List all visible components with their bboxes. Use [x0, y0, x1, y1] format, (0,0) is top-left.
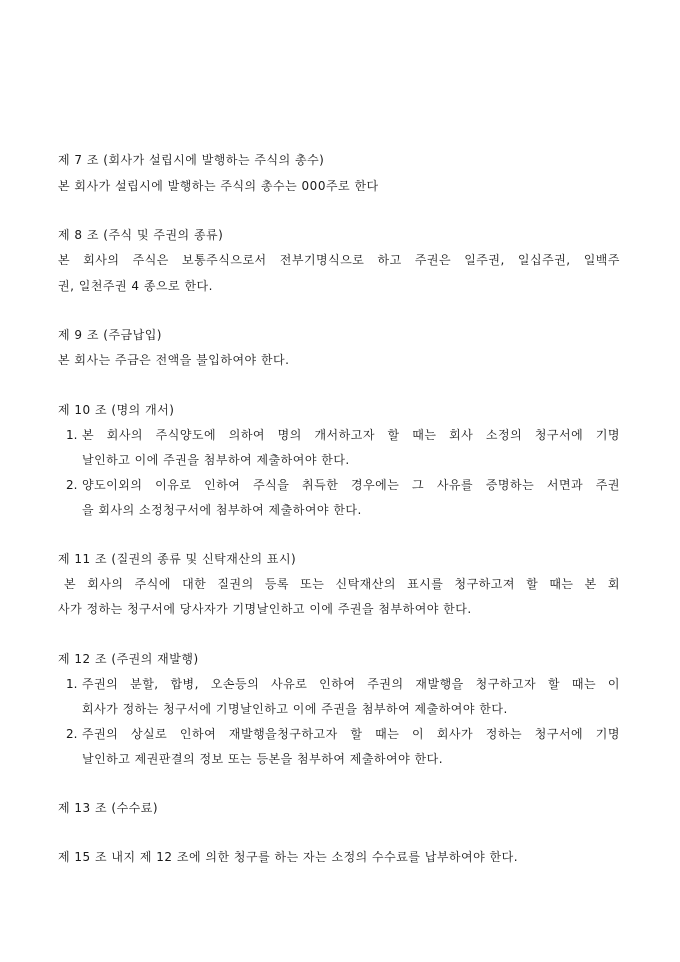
article-11-heading: 제 11 조 (질권의 종류 및 신탁재산의 표시)	[58, 552, 297, 566]
article-11-body-line-1: 본 회사의 주식에 대한 질권의 등록 또는 신탁재산의 표시를 청구하고져 할 때는 본 회	[64, 577, 620, 591]
article-10-item-2-line-1: 양도이외의 이유로 인하여 주식을 취득한 경우에는 그 사유를 증명하는 서면과 주권	[82, 478, 620, 492]
article-12-item-2-number: 2.	[66, 727, 78, 741]
closing-clause: 제 15 조 내지 제 12 조에 의한 청구를 하는 자는 소정의 수수료를 납부하여야 한다.	[58, 850, 519, 864]
article-9-heading: 제 9 조 (주금납입)	[58, 328, 162, 342]
article-10-item-1-number: 1.	[66, 428, 78, 442]
article-12-item-1-line-2: 회사가 정하는 청구서에 기명날인하고 이에 주권을 첨부하여 제출하여야 한다.	[82, 702, 508, 716]
article-10-item-2-line-2: 을 회사의 소정청구서에 첨부하여 제출하여야 한다.	[82, 503, 362, 517]
article-13-heading: 제 13 조 (수수료)	[58, 801, 159, 815]
article-10-item-1-line-2: 날인하고 이에 주권을 첨부하여 제출하여야 한다.	[82, 453, 350, 467]
article-9-body-line-1: 본 회사는 주금은 전액을 불입하여야 한다.	[58, 353, 290, 367]
article-8-body-line-1: 본 회사의 주식은 보통주식으로서 전부기명식으로 하고 주권은 일주권, 일십주권, 일백주	[58, 253, 620, 267]
article-12-item-1-number: 1.	[66, 677, 78, 691]
article-10-item-1-line-1: 본 회사의 주식양도에 의하여 명의 개서하고자 할 때는 회사 소정의 청구서에 기명	[82, 428, 620, 442]
article-12-item-1-line-1: 주권의 분할, 합병, 오손등의 사유로 인하여 주권의 재발행을 청구하고자 할 때는 이	[82, 677, 620, 691]
article-10-item-2-number: 2.	[66, 478, 78, 492]
article-11-body-line-2: 사가 정하는 청구서에 당사자가 기명날인하고 이에 주권을 첨부하여야 한다.	[58, 602, 472, 616]
article-12-item-2-line-2: 날인하고 제권판결의 정보 또는 등본을 첨부하여 제출하여야 한다.	[82, 752, 444, 766]
article-8-body-line-2: 권, 일천주권 4 종으로 한다.	[58, 279, 213, 293]
article-12-heading: 제 12 조 (주권의 재발행)	[58, 652, 199, 666]
article-10-heading: 제 10 조 (명의 개서)	[58, 403, 175, 417]
article-12-item-2-line-1: 주권의 상실로 인하여 재발행을청구하고자 할 때는 이 회사가 정하는 청구서에 기명	[82, 727, 620, 741]
article-7-heading: 제 7 조 (회사가 설립시에 발행하는 주식의 총수)	[58, 153, 325, 167]
article-7-body-line-1: 본 회사가 설립시에 발행하는 주식의 총수는 000주로 한다	[58, 179, 379, 193]
article-8-heading: 제 8 조 (주식 및 주권의 종류)	[58, 228, 224, 242]
